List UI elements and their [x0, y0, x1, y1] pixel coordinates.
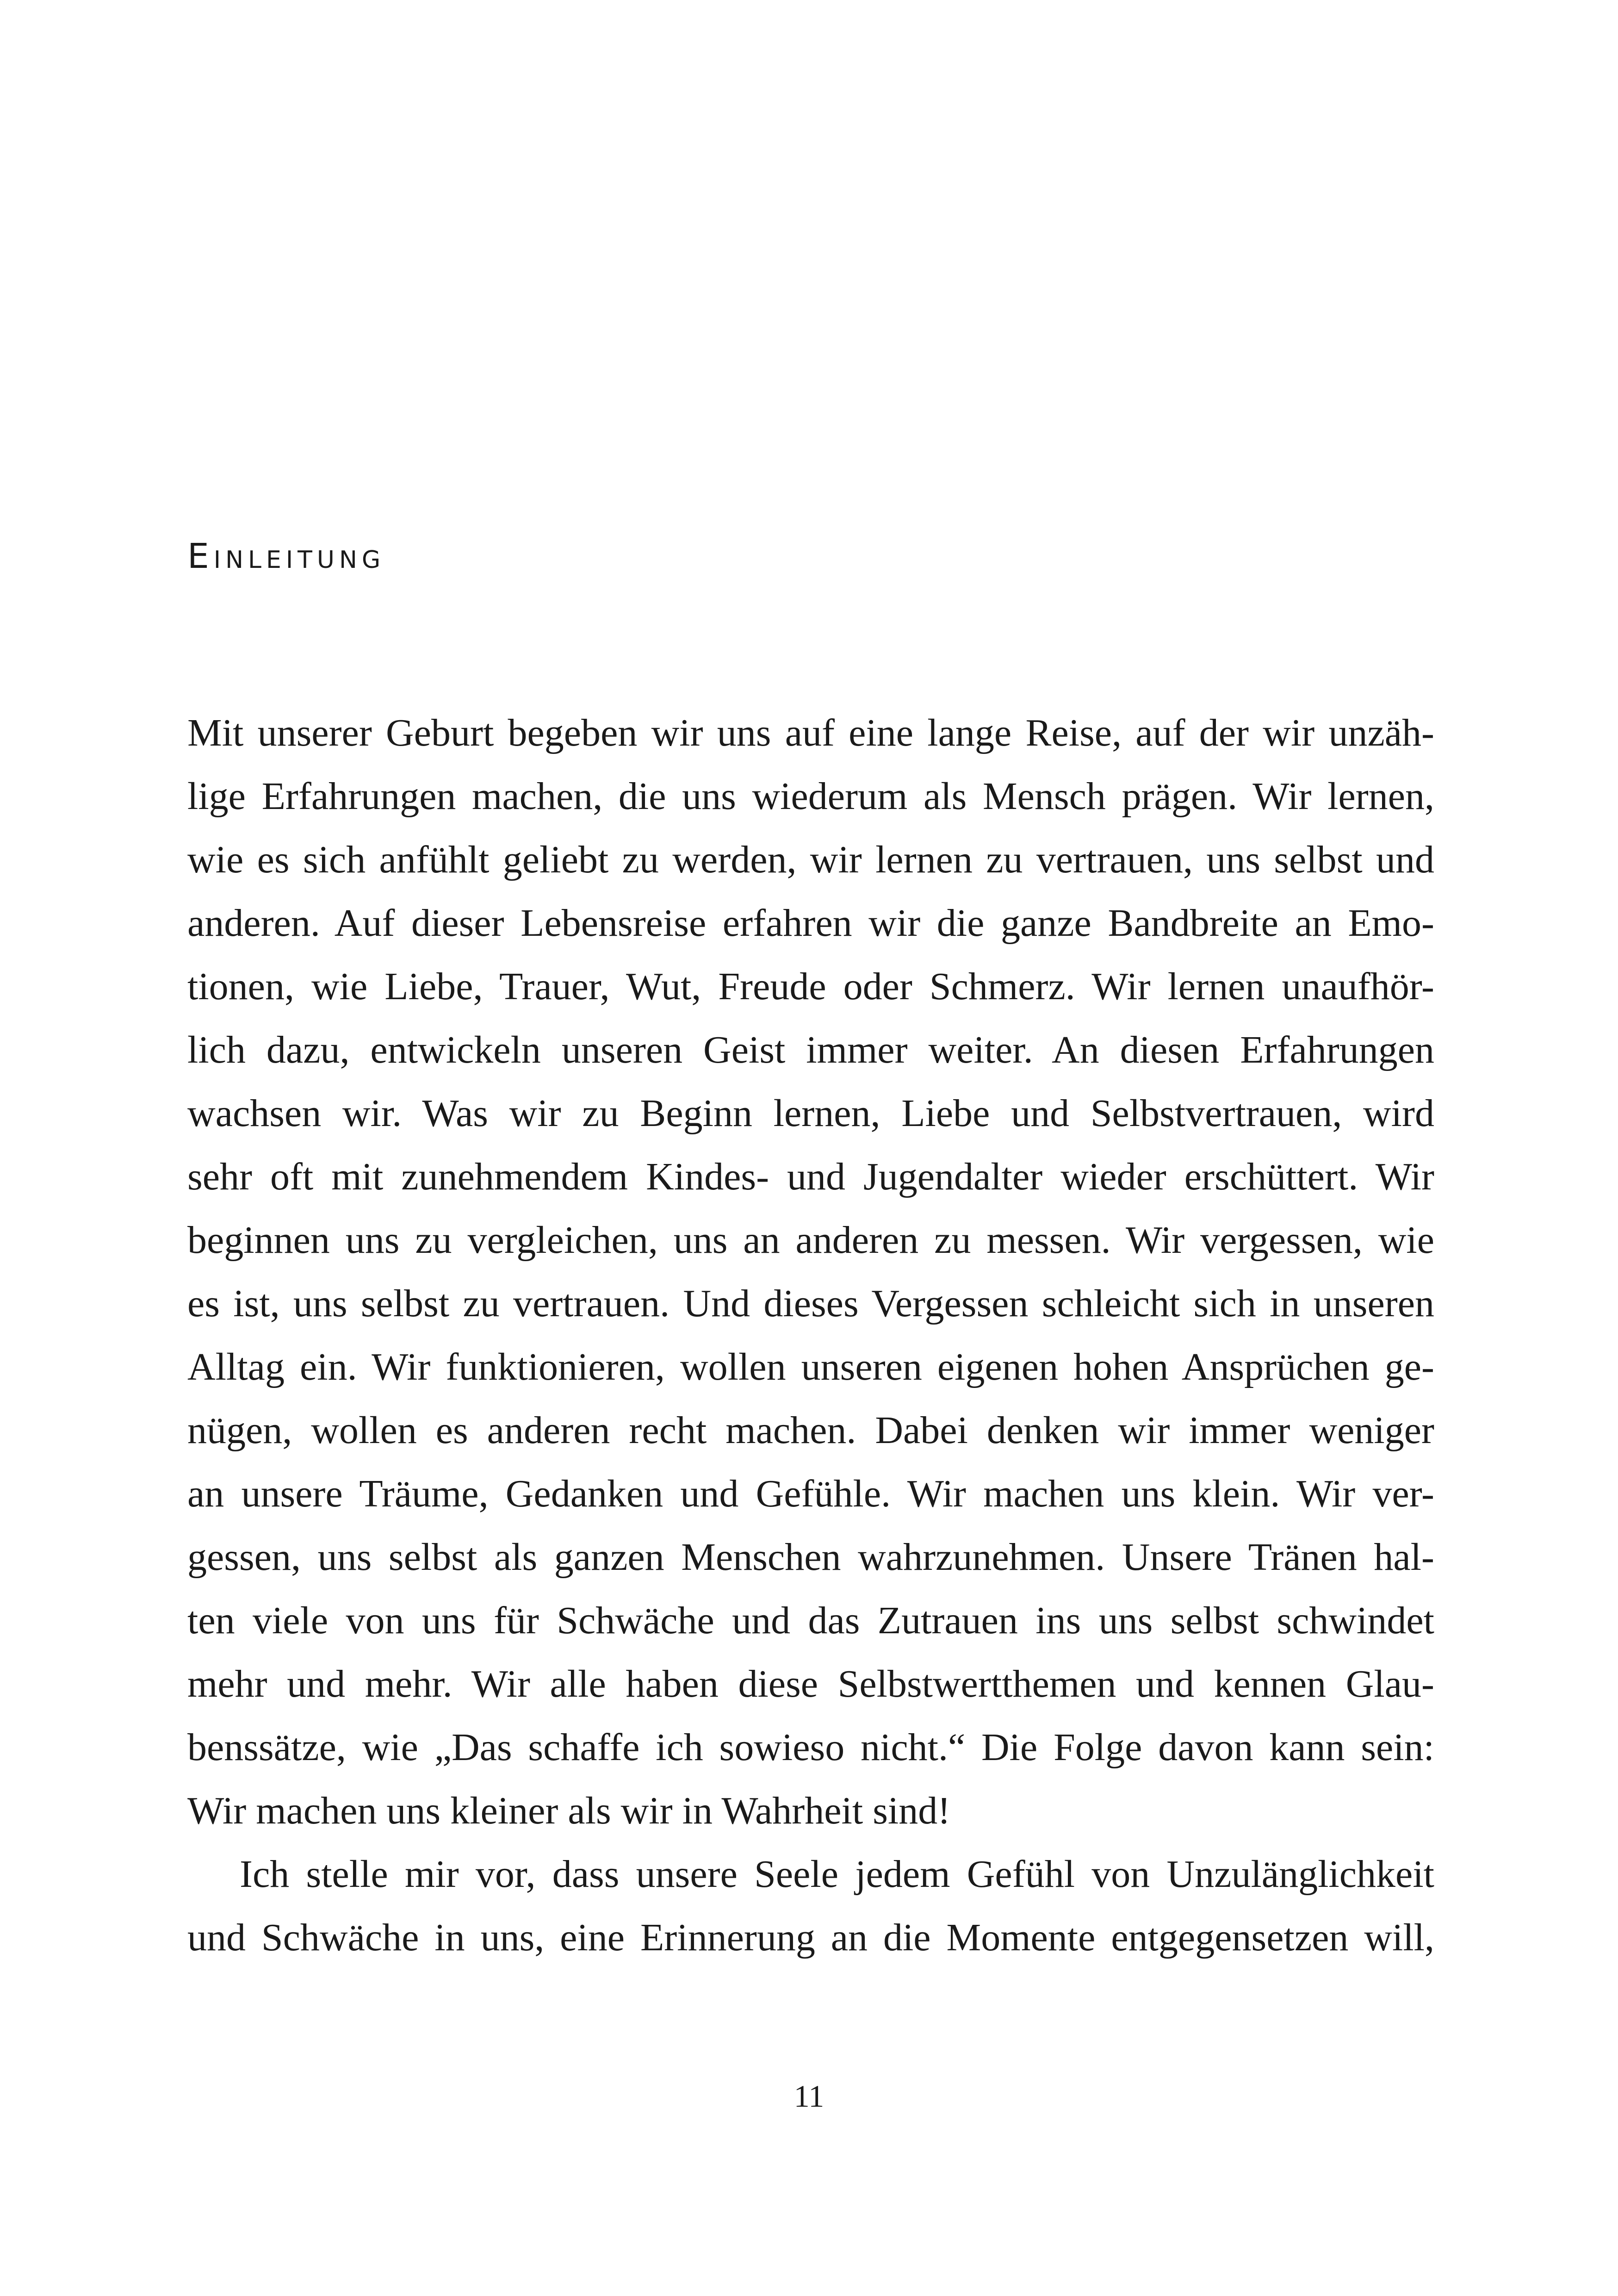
text-line: Alltag ein. Wir funktionieren, wollen unseren eigenen hohen Ansprüchen ge-: [187, 1345, 1434, 1388]
text-line: anderen. Auf dieser Lebensreise erfahren wir die ganze Bandbreite an Emo-: [187, 902, 1434, 945]
text-line: beginnen uns zu vergleichen, uns an anderen zu messen. Wir vergessen, wie: [187, 1219, 1434, 1262]
text-line: gessen, uns selbst als ganzen Menschen wahrzunehmen. Unsere Tränen hal-: [187, 1536, 1434, 1579]
text-line: mehr und mehr. Wir alle haben diese Selbstwertthemen und kennen Glau-: [187, 1662, 1434, 1705]
text-line: lich dazu, entwickeln unseren Geist immer weiter. An diesen Erfahrungen: [187, 1028, 1434, 1071]
text-line: und Schwäche in uns, eine Erinnerung an die Momente entgegensetzen will,: [187, 1916, 1434, 1959]
page-number: 11: [794, 2078, 824, 2114]
text-line: es ist, uns selbst zu vertrauen. Und dieses Vergessen schleicht sich in unseren: [187, 1282, 1434, 1325]
text-line: tionen, wie Liebe, Trauer, Wut, Freude oder Schmerz. Wir lernen unaufhör-: [187, 965, 1434, 1008]
text-line: nügen, wollen es anderen recht machen. Dabei denken wir immer weniger: [187, 1409, 1434, 1452]
text-line: wie es sich anfühlt geliebt zu werden, wir lernen zu vertrauen, uns selbst und: [187, 838, 1434, 881]
text-line: sehr oft mit zunehmendem Kindes- und Jugendalter wieder erschüttert. Wir: [187, 1155, 1434, 1198]
text-line: lige Erfahrungen machen, die uns wiederum als Mensch prägen. Wir lernen,: [187, 775, 1434, 818]
text-line: ten viele von uns für Schwäche und das Zutrauen ins uns selbst schwindet: [187, 1599, 1434, 1642]
chapter-title: Einleitung: [187, 536, 385, 576]
text-line: benssätze, wie „Das schaffe ich sowieso nicht.“ Die Folge davon kann sein:: [187, 1726, 1434, 1769]
body-text: [187, 701, 1434, 1969]
text-line: wachsen wir. Was wir zu Beginn lernen, Liebe und Selbstvertrauen, wird: [187, 1092, 1434, 1135]
text-line: Mit unserer Geburt begeben wir uns auf eine lange Reise, auf der wir unzäh-: [187, 711, 1434, 754]
text-line: an unsere Träume, Gedanken und Gefühle. Wir machen uns klein. Wir ver-: [187, 1472, 1434, 1515]
text-line: Ich stelle mir vor, dass unsere Seele jedem Gefühl von Unzulänglichkeit: [240, 1853, 1434, 1896]
text-line: Wir machen uns kleiner als wir in Wahrheit sind!: [187, 1789, 951, 1832]
